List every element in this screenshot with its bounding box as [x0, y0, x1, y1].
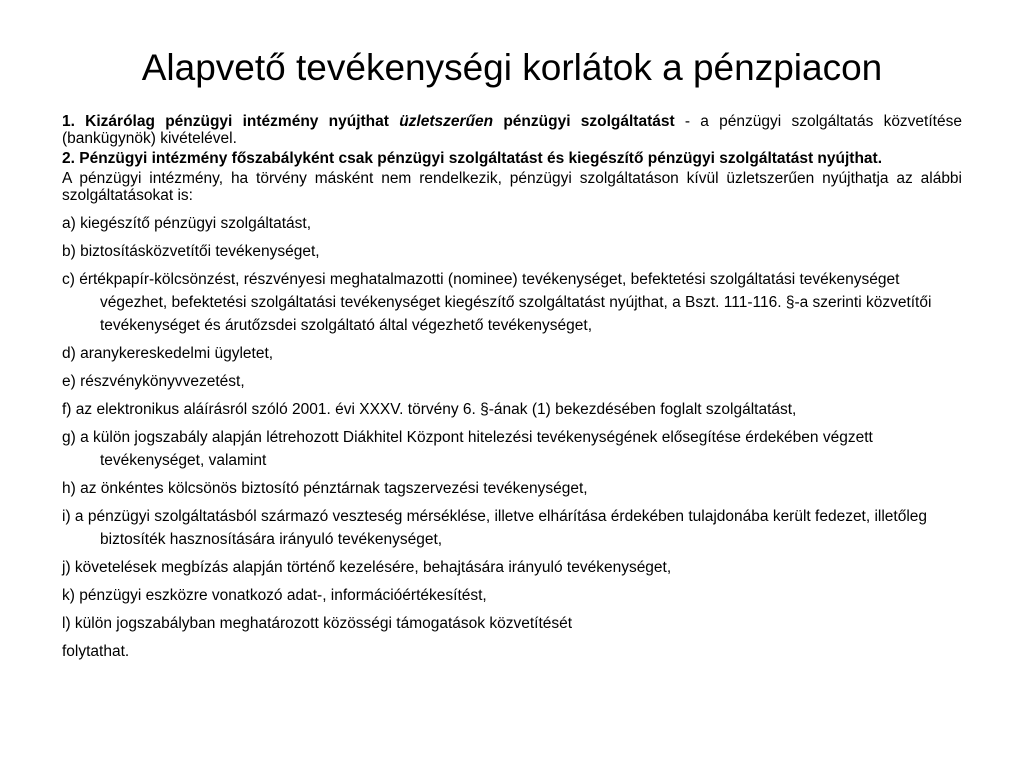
list-item: i) a pénzügyi szolgáltatásból származó veszteség mérséklése, illetve elhárítása érdekében tulajdonába került fedezet, illetőleg biztosíték hasznosítására irányuló tevékenységet, — [62, 508, 928, 548]
list-item: c) értékpapír-kölcsönzést, részvényesi meghatalmazotti (nominee) tevékenységet, befektetési szolgáltatási tevékenységet végezhet, befektetési szolgáltatási tevékenységet kiegészítő szolgáltatást nyújthat, a Bszt. 111-116. §-a szerinti közvetítői tevékenységet és árutőzsdei szolgáltató által végezhető tevékenységet, — [62, 271, 932, 334]
list-item: f) az elektronikus aláírásról szóló 2001. évi XXXV. törvény 6. §-ának (1) bekezdésében foglalt szolgáltatást, — [62, 401, 797, 418]
list-item: e) részvénykönyvvezetést, — [62, 373, 245, 390]
point-1 — [62, 113, 962, 147]
list-item: h) az önkéntes kölcsönös biztosító pénztárnak tagszervezési tevékenységet, — [62, 480, 588, 497]
list-item: b) biztosításközvetítői tevékenységet, — [62, 243, 320, 260]
slide-body — [62, 113, 962, 668]
list-item: d) aranykereskedelmi ügyletet, — [62, 345, 274, 362]
point-2: 2. Pénzügyi intézmény főszabályként csak pénzügyi szolgáltatást és kiegészítő pénzügyi szolgáltatást nyújthat. — [62, 150, 882, 167]
slide-title: Alapvető tevékenységi korlátok a pénzpiacon — [141, 47, 883, 88]
list-item: a) kiegészítő pénzügyi szolgáltatást, — [62, 215, 311, 232]
list-item: l) külön jogszabályban meghatározott közösségi támogatások közvetítését — [62, 615, 573, 632]
point-1-italic: üzletszerűen — [399, 113, 494, 130]
point-1-bold-b: pénzügyi szolgáltatást — [503, 113, 675, 130]
service-list — [62, 212, 962, 663]
list-item: j) követelések megbízás alapján történő kezelésére, behajtására irányuló tevékenységet, — [62, 559, 672, 576]
list-item-closing: folytathat. — [62, 643, 130, 660]
point-1-bold-a: 1. Kizárólag pénzügyi intézmény nyújthat — [62, 113, 389, 130]
list-item: g) a külön jogszabály alapján létrehozott Diákhitel Központ hitelezési tevékenységének elősegítése érdekében végzett tevékenységet, valamint — [62, 429, 873, 469]
point-1-rest: - a pénzügyi szolgáltatás közvetítése (bankügynök) kivételével. — [62, 113, 962, 147]
list-item: k) pénzügyi eszközre vonatkozó adat-, információértékesítést, — [62, 587, 487, 604]
intro-paragraph: A pénzügyi intézmény, ha törvény másként nem rendelkezik, pénzügyi szolgáltatáson kívül üzletszerűen nyújthatja az alábbi szolgáltatásokat is: — [62, 170, 962, 204]
